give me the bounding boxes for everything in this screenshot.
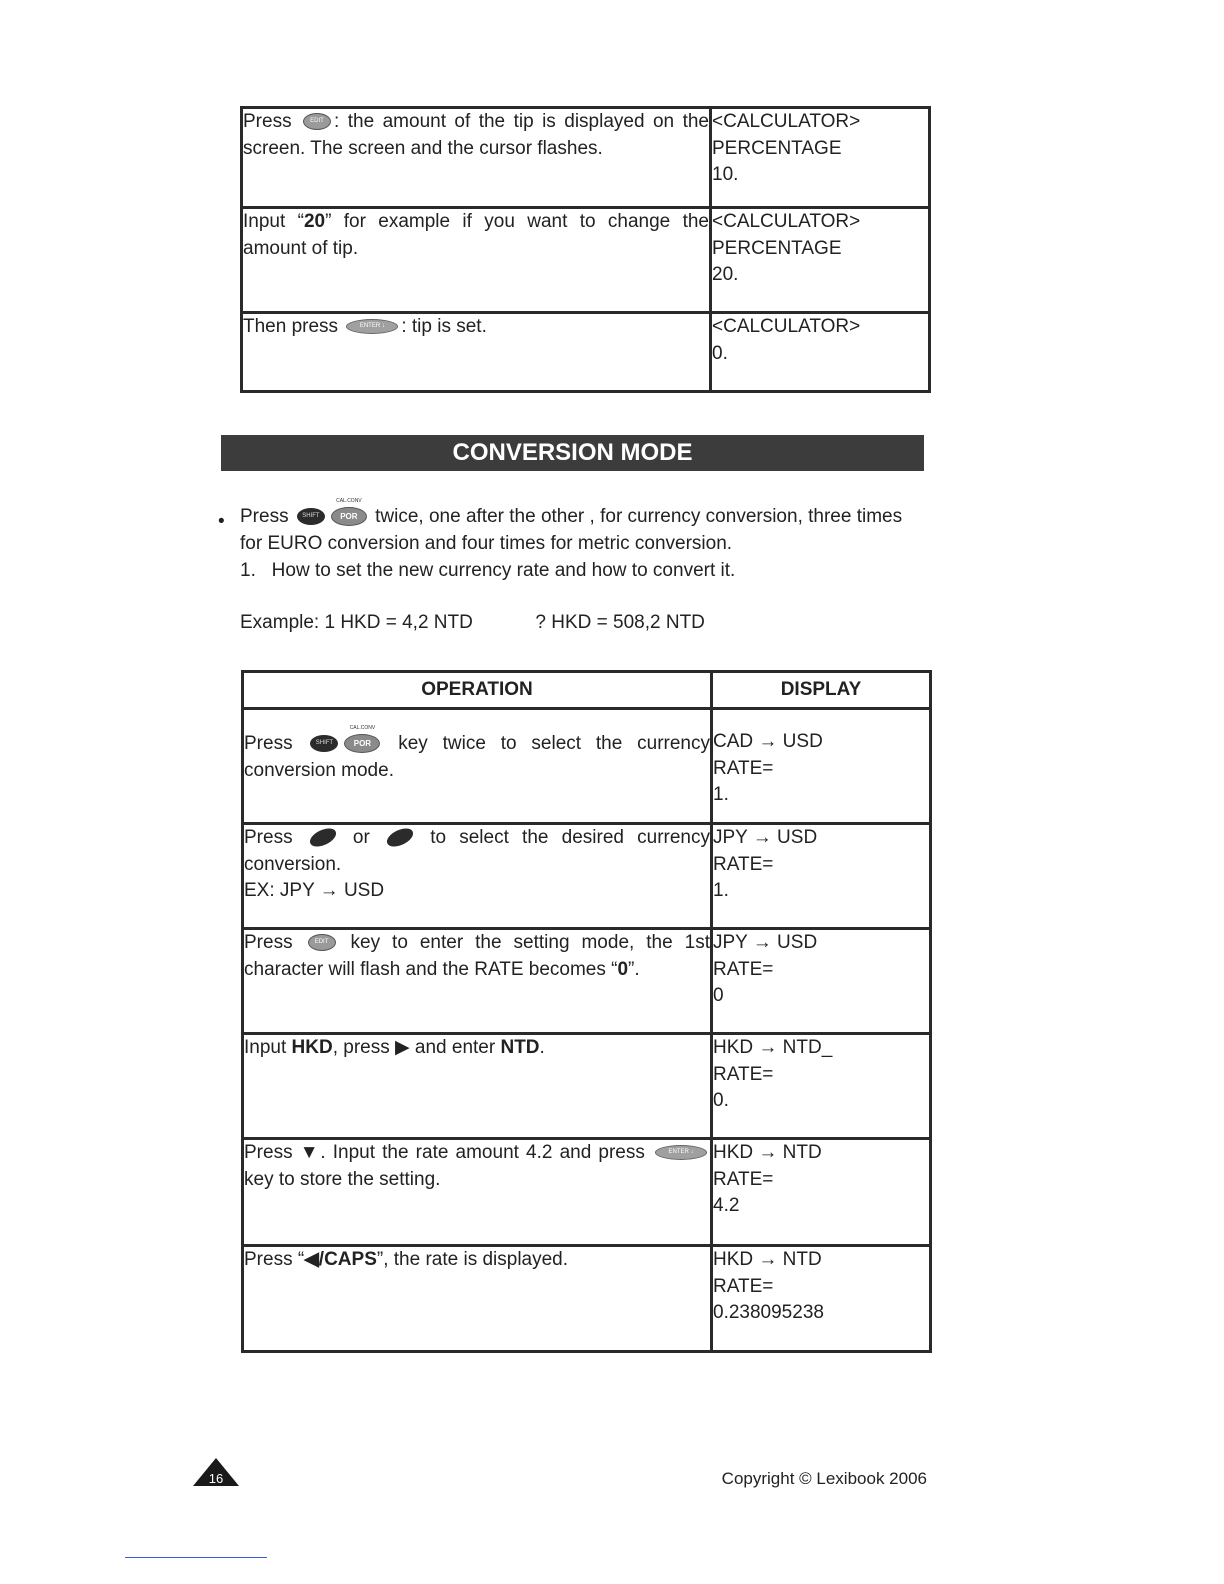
table-row <box>243 824 931 929</box>
display-cell: HKD → NTD RATE= 0.238095238 <box>712 1246 931 1352</box>
conversion-table <box>241 670 932 1353</box>
operation-header: OPERATION <box>243 672 712 709</box>
intro-paragraph: Press SHIFT CAL.CONV POR twice, one after the other , for currency conversion, three times for EURO conversion and four times for metric conversion. <box>240 498 903 554</box>
page-number-badge <box>192 1457 240 1487</box>
left-arrow-key-icon <box>307 825 339 850</box>
display-cell: CAD → USD RATE= 1. <box>712 709 931 824</box>
enter-key-icon: ENTER ↓ <box>346 319 398 334</box>
operation-cell: Input HKD, press ▶ and enter NTD. <box>243 1034 712 1139</box>
por-key-icon: CAL.CONV POR <box>331 507 367 526</box>
operation-cell: Press ▼. Input the rate amount 4.2 and press ENTER ↓ key to store the setting. <box>243 1139 712 1246</box>
copyright: Copyright © Lexibook 2006 <box>721 1469 927 1488</box>
divider <box>125 1557 267 1558</box>
bullet: • <box>218 511 225 532</box>
display-cell: HKD → NTD_ RATE= 0. <box>712 1034 931 1139</box>
table-row <box>242 108 930 208</box>
operation-cell: Press “◀/CAPS”, the rate is displayed. <box>243 1246 712 1352</box>
operation-cell: Press or to select the desired currency conversion. EX: JPY → USD <box>243 824 712 929</box>
operation-cell: Press EDIT key to enter the setting mode, the 1st character will flash and the RATE becomes “0”. <box>243 929 712 1034</box>
display-cell: JPY → USD RATE= 0 <box>712 929 931 1034</box>
operation-cell: Press SHIFT CAL.CONV POR key twice to select the currency conversion mode. <box>243 709 712 824</box>
operation-cell: Press EDIT : the amount of the tip is displayed on the screen. The screen and the cursor flashes. <box>242 108 711 208</box>
operation-cell: Input “20” for example if you want to change the amount of tip. <box>242 208 711 313</box>
section-title: CONVERSION MODE <box>221 435 924 471</box>
display-cell: <CALCULATOR> PERCENTAGE 20. <box>711 208 930 313</box>
edit-key-icon: EDIT <box>308 934 336 951</box>
enter-key-icon: ENTER ↓ <box>655 1145 707 1160</box>
shift-key-icon: SHIFT <box>297 508 325 525</box>
display-header: DISPLAY <box>712 672 931 709</box>
table-row <box>243 1034 931 1139</box>
table-row <box>242 313 930 392</box>
table-row <box>243 709 931 824</box>
table-row <box>243 1246 931 1352</box>
right-arrow-key-icon <box>384 825 416 850</box>
display-cell: HKD → NTD RATE= 4.2 <box>712 1139 931 1246</box>
table-header-row <box>243 672 931 709</box>
display-cell: <CALCULATOR> 0. <box>711 313 930 392</box>
edit-key-icon: EDIT <box>303 113 331 130</box>
shift-key-icon: SHIFT <box>310 735 338 752</box>
step-heading: 1. How to set the new currency rate and how to convert it. <box>240 560 736 581</box>
por-key-icon: CAL.CONV POR <box>344 734 380 753</box>
operation-cell: Then press ENTER ↓ : tip is set. <box>242 313 711 392</box>
table-row <box>243 929 931 1034</box>
table-row <box>243 1139 931 1246</box>
display-cell: <CALCULATOR> PERCENTAGE 10. <box>711 108 930 208</box>
example-line: Example: 1 HKD = 4,2 NTD ? HKD = 508,2 NTD <box>240 612 705 633</box>
tip-table <box>240 106 931 393</box>
display-cell: JPY → USD RATE= 1. <box>712 824 931 929</box>
page-number: 16 <box>208 1471 224 1486</box>
table-row <box>242 208 930 313</box>
